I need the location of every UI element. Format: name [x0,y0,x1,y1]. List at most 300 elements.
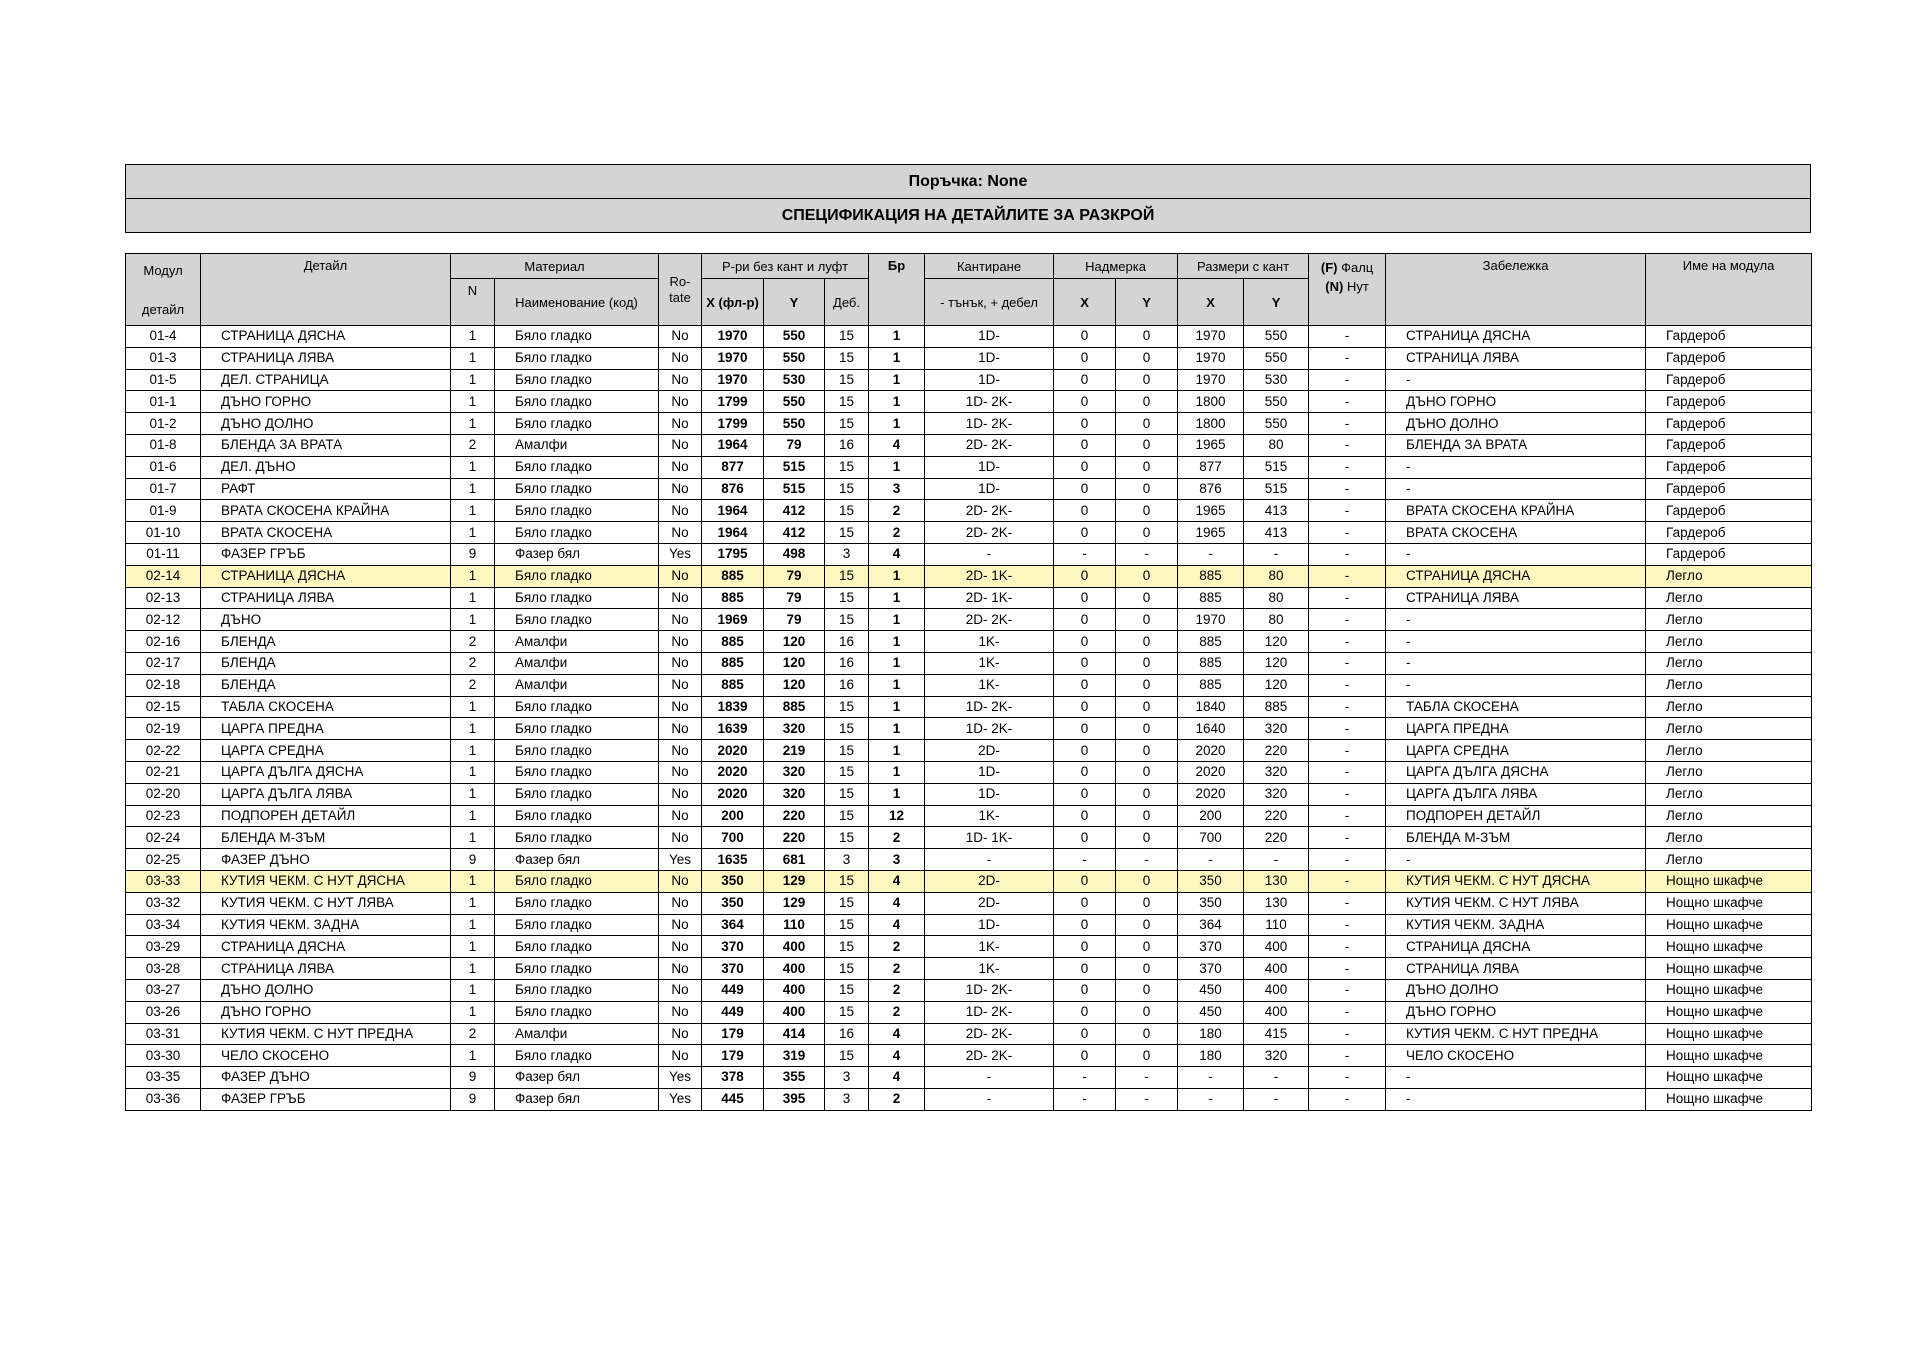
cell-oversize-x: 0 [1054,892,1116,914]
cell-oversize-x: 0 [1054,326,1116,348]
cell-rotate: No [659,434,702,456]
cell-size-y: 320 [764,718,825,740]
cell-material-name: Бяло гладко [495,958,659,980]
cell-detail: КУТИЯ ЧЕКМ. С НУТ ЛЯВА [201,892,451,914]
cell-size-y: 129 [764,870,825,892]
cell-thickness: 15 [825,609,869,631]
cell-detail: СТРАНИЦА ДЯСНА [201,565,451,587]
cell-size-edge-y: 110 [1244,914,1309,936]
cell-module-name: Легло [1646,783,1812,805]
cell-detail: ЧЕЛО СКОСЕНО [201,1045,451,1067]
cell-groove: - [1309,652,1386,674]
cell-material-name: Бяло гладко [495,326,659,348]
cell-material-name: Бяло гладко [495,979,659,1001]
cell-size-y: 320 [764,761,825,783]
cell-size-x: 449 [702,979,764,1001]
cell-groove: - [1309,347,1386,369]
cell-rotate: No [659,391,702,413]
cell-qty: 1 [869,587,925,609]
cell-rotate: No [659,979,702,1001]
table-row [126,914,1812,936]
cell-detail: БЛЕНДА ЗА ВРАТА [201,434,451,456]
cell-size-y: 129 [764,892,825,914]
cell-oversize-x: 0 [1054,1001,1116,1023]
table-row [126,1067,1812,1089]
cell-size-edge-x: 1965 [1178,434,1244,456]
table-row [126,1023,1812,1045]
cell-material-n: 1 [451,391,495,413]
cell-size-x: 877 [702,456,764,478]
cell-edging: 1D- 2K- [925,696,1054,718]
cell-thickness: 15 [825,347,869,369]
cell-size-edge-x: 2020 [1178,783,1244,805]
cell-edging: 2D- 2K- [925,500,1054,522]
cell-detail: СТРАНИЦА ЛЯВА [201,958,451,980]
cell-size-y: 414 [764,1023,825,1045]
cell-detail: СТРАНИЦА ЛЯВА [201,347,451,369]
cell-size-x: 700 [702,827,764,849]
cell-thickness: 15 [825,369,869,391]
cell-oversize-y: 0 [1116,718,1178,740]
cell-size-edge-x: 370 [1178,958,1244,980]
col-oversize-y: Y [1116,279,1178,326]
cell-size-y: 79 [764,587,825,609]
cell-oversize-x: 0 [1054,718,1116,740]
cell-oversize-y: 0 [1116,870,1178,892]
cell-module-name: Нощно шкафче [1646,1045,1812,1067]
cell-module-detail: 01-6 [126,456,201,478]
cell-edging: 1D- [925,369,1054,391]
col-oversize: Надмерка [1054,254,1178,279]
table-row [126,543,1812,565]
document-header [125,164,1811,233]
cell-module-detail: 01-1 [126,391,201,413]
cell-note: - [1386,1067,1646,1089]
cell-module-name: Гардероб [1646,391,1812,413]
cell-size-edge-y: - [1244,1067,1309,1089]
cell-material-name: Бяло гладко [495,391,659,413]
cell-oversize-x: 0 [1054,391,1116,413]
cell-size-edge-y: 320 [1244,718,1309,740]
cell-oversize-y: 0 [1116,478,1178,500]
cell-qty: 1 [869,674,925,696]
col-size-y: Y [764,279,825,326]
cell-edging: 2D- 2K- [925,522,1054,544]
cell-groove: - [1309,740,1386,762]
cell-module-name: Гардероб [1646,326,1812,348]
cell-module-detail: 02-23 [126,805,201,827]
cell-size-edge-x: 1840 [1178,696,1244,718]
cell-size-x: 1799 [702,413,764,435]
cell-module-name: Легло [1646,565,1812,587]
cell-module-name: Гардероб [1646,478,1812,500]
cell-material-n: 1 [451,892,495,914]
cell-material-n: 1 [451,696,495,718]
cell-edging: 1D- [925,761,1054,783]
cell-rotate: No [659,740,702,762]
cell-edging: 1D- [925,783,1054,805]
table-row [126,369,1812,391]
cell-thickness: 16 [825,631,869,653]
cell-material-name: Бяло гладко [495,609,659,631]
cell-size-x: 885 [702,631,764,653]
cell-rotate: Yes [659,543,702,565]
cell-size-x: 445 [702,1088,764,1110]
cell-oversize-x: 0 [1054,434,1116,456]
cell-module-detail: 01-7 [126,478,201,500]
cell-groove: - [1309,892,1386,914]
cell-material-name: Фазер бял [495,849,659,871]
cell-thickness: 15 [825,805,869,827]
cell-qty: 1 [869,369,925,391]
cell-edging: 1D- 1K- [925,827,1054,849]
col-thickness: Деб. [825,279,869,326]
cell-thickness: 15 [825,914,869,936]
cell-rotate: No [659,609,702,631]
cell-qty: 2 [869,958,925,980]
cell-size-edge-y: - [1244,849,1309,871]
cell-groove: - [1309,609,1386,631]
cell-rotate: No [659,652,702,674]
cell-material-name: Бяло гладко [495,718,659,740]
cell-size-edge-y: 80 [1244,434,1309,456]
cell-size-y: 400 [764,936,825,958]
table-row [126,1045,1812,1067]
cell-qty: 1 [869,631,925,653]
table-row [126,478,1812,500]
cell-oversize-y: 0 [1116,805,1178,827]
cell-groove: - [1309,631,1386,653]
cell-detail: ЦАРГА ПРЕДНА [201,718,451,740]
cell-material-n: 1 [451,936,495,958]
cell-size-y: 355 [764,1067,825,1089]
col-module-detail: Модул детайл [126,254,201,326]
cell-size-x: 885 [702,565,764,587]
cell-detail: БЛЕНДА М-ЗЪМ [201,827,451,849]
cell-groove: - [1309,914,1386,936]
cell-edging: 1D- [925,914,1054,936]
cell-rotate: No [659,718,702,740]
cell-groove: - [1309,958,1386,980]
cell-note: ДЪНО ДОЛНО [1386,413,1646,435]
cell-thickness: 15 [825,870,869,892]
cell-oversize-x: 0 [1054,347,1116,369]
table-row [126,347,1812,369]
cell-size-edge-y: 120 [1244,652,1309,674]
cell-size-edge-x: 450 [1178,1001,1244,1023]
cell-module-name: Гардероб [1646,347,1812,369]
cell-size-y: 530 [764,369,825,391]
cell-size-x: 1839 [702,696,764,718]
cell-size-y: 79 [764,609,825,631]
cell-size-edge-y: 130 [1244,870,1309,892]
cell-material-name: Бяло гладко [495,369,659,391]
cell-qty: 1 [869,696,925,718]
cell-size-edge-y: 415 [1244,1023,1309,1045]
cell-oversize-x: 0 [1054,674,1116,696]
cell-oversize-x: 0 [1054,979,1116,1001]
cell-size-y: 220 [764,805,825,827]
col-size-no-edge: Р-ри без кант и луфт [702,254,869,279]
cell-groove: - [1309,413,1386,435]
cell-module-detail: 03-36 [126,1088,201,1110]
cell-material-n: 1 [451,369,495,391]
cell-groove: - [1309,761,1386,783]
cell-groove: - [1309,718,1386,740]
table-row [126,565,1812,587]
cell-oversize-x: 0 [1054,696,1116,718]
table-row [126,958,1812,980]
cell-edging: 1K- [925,805,1054,827]
cell-oversize-y: - [1116,1088,1178,1110]
cell-size-edge-x: 885 [1178,565,1244,587]
cell-size-edge-x: 876 [1178,478,1244,500]
cell-module-detail: 01-10 [126,522,201,544]
cell-size-edge-y: 120 [1244,674,1309,696]
cell-size-y: 550 [764,326,825,348]
cell-groove: - [1309,1045,1386,1067]
cell-edging: 1D- 2K- [925,391,1054,413]
cell-material-n: 2 [451,434,495,456]
cell-module-name: Легло [1646,761,1812,783]
cell-size-y: 395 [764,1088,825,1110]
cell-size-x: 1635 [702,849,764,871]
cell-module-detail: 01-8 [126,434,201,456]
cell-thickness: 15 [825,761,869,783]
cell-oversize-y: 0 [1116,587,1178,609]
cell-module-detail: 03-29 [126,936,201,958]
cell-thickness: 3 [825,1067,869,1089]
cell-oversize-y: 0 [1116,1023,1178,1045]
cell-size-y: 550 [764,347,825,369]
cell-module-name: Нощно шкафче [1646,914,1812,936]
cell-material-n: 1 [451,718,495,740]
cell-oversize-x: 0 [1054,827,1116,849]
cell-detail: БЛЕНДА [201,652,451,674]
col-size-edge-x: X [1178,279,1244,326]
cell-material-n: 1 [451,565,495,587]
cell-material-name: Бяло гладко [495,587,659,609]
cell-module-detail: 02-17 [126,652,201,674]
cell-material-name: Бяло гладко [495,456,659,478]
cell-thickness: 15 [825,979,869,1001]
cell-oversize-x: - [1054,543,1116,565]
cell-edging: 1K- [925,958,1054,980]
cell-size-edge-y: 220 [1244,740,1309,762]
cell-edging: - [925,849,1054,871]
cell-note: - [1386,849,1646,871]
cell-note: БЛЕНДА М-ЗЪМ [1386,827,1646,849]
cell-size-y: 400 [764,1001,825,1023]
cell-size-edge-x: - [1178,543,1244,565]
cell-rotate: Yes [659,849,702,871]
cell-edging: 1D- [925,347,1054,369]
cell-edging: 1D- [925,456,1054,478]
table-row [126,631,1812,653]
cell-thickness: 15 [825,500,869,522]
cell-qty: 1 [869,456,925,478]
cell-oversize-x: 0 [1054,369,1116,391]
cell-detail: ЦАРГА ДЪЛГА ЛЯВА [201,783,451,805]
cell-material-name: Бяло гладко [495,805,659,827]
cell-rotate: No [659,827,702,849]
cell-note: - [1386,674,1646,696]
cell-qty: 2 [869,936,925,958]
cell-size-edge-x: 885 [1178,674,1244,696]
cell-module-name: Гардероб [1646,369,1812,391]
cell-detail: БЛЕНДА [201,674,451,696]
cell-edging: 1D- [925,326,1054,348]
cell-detail: ДЕЛ. ДЪНО [201,456,451,478]
cell-edging: 2D- 2K- [925,1045,1054,1067]
cell-size-x: 885 [702,652,764,674]
cell-size-x: 876 [702,478,764,500]
cell-qty: 2 [869,500,925,522]
cell-note: - [1386,456,1646,478]
cell-size-y: 79 [764,565,825,587]
cell-size-y: 515 [764,456,825,478]
cell-rotate: No [659,413,702,435]
cell-thickness: 15 [825,1001,869,1023]
cell-qty: 2 [869,979,925,1001]
cell-size-x: 885 [702,587,764,609]
cell-size-y: 515 [764,478,825,500]
cell-detail: ФАЗЕР ГРЪБ [201,1088,451,1110]
cell-thickness: 16 [825,652,869,674]
cell-rotate: No [659,674,702,696]
cell-size-edge-y: 80 [1244,587,1309,609]
cell-note: ЦАРГА ДЪЛГА ДЯСНА [1386,761,1646,783]
cell-size-edge-x: 180 [1178,1023,1244,1045]
cell-size-x: 378 [702,1067,764,1089]
cell-oversize-y: 0 [1116,958,1178,980]
cell-edging: 1K- [925,652,1054,674]
cell-size-x: 1799 [702,391,764,413]
cell-groove: - [1309,979,1386,1001]
cell-size-y: 400 [764,979,825,1001]
cell-material-n: 1 [451,958,495,980]
cell-groove: - [1309,849,1386,871]
cell-rotate: No [659,892,702,914]
cell-material-n: 1 [451,478,495,500]
cell-thickness: 16 [825,674,869,696]
cell-qty: 1 [869,391,925,413]
table-row [126,434,1812,456]
cell-groove: - [1309,1067,1386,1089]
cell-oversize-x: 0 [1054,413,1116,435]
cell-qty: 1 [869,565,925,587]
cell-edging: 1D- 2K- [925,718,1054,740]
cell-size-x: 1964 [702,434,764,456]
cell-module-detail: 01-2 [126,413,201,435]
cell-material-name: Бяло гладко [495,500,659,522]
cell-size-y: 885 [764,696,825,718]
cell-rotate: No [659,369,702,391]
cell-size-edge-x: - [1178,1067,1244,1089]
cell-module-detail: 02-24 [126,827,201,849]
cell-note: ТАБЛА СКОСЕНА [1386,696,1646,718]
cell-size-edge-x: 1965 [1178,522,1244,544]
cell-groove: - [1309,434,1386,456]
cell-qty: 1 [869,783,925,805]
cell-material-name: Амалфи [495,434,659,456]
cell-oversize-y: 0 [1116,391,1178,413]
cell-size-edge-x: 885 [1178,587,1244,609]
cell-rotate: Yes [659,1067,702,1089]
cell-qty: 1 [869,413,925,435]
table-row [126,936,1812,958]
cell-detail: ФАЗЕР ГРЪБ [201,543,451,565]
cell-material-n: 1 [451,827,495,849]
cell-module-detail: 03-31 [126,1023,201,1045]
cell-size-y: 400 [764,958,825,980]
cell-material-name: Бяло гладко [495,1001,659,1023]
cell-module-detail: 02-20 [126,783,201,805]
cell-groove: - [1309,783,1386,805]
cell-edging: 1D- 2K- [925,1001,1054,1023]
cell-oversize-y: 0 [1116,674,1178,696]
cell-size-edge-y: 320 [1244,761,1309,783]
cell-oversize-x: 0 [1054,456,1116,478]
cell-thickness: 15 [825,391,869,413]
cell-qty: 2 [869,827,925,849]
cell-note: БЛЕНДА ЗА ВРАТА [1386,434,1646,456]
cell-note: ВРАТА СКОСЕНА КРАЙНА [1386,500,1646,522]
table-row [126,1001,1812,1023]
cell-module-name: Легло [1646,609,1812,631]
cell-material-name: Бяло гладко [495,478,659,500]
cell-material-name: Амалфи [495,674,659,696]
cell-oversize-x: 0 [1054,652,1116,674]
cell-oversize-y: 0 [1116,783,1178,805]
cell-detail: КУТИЯ ЧЕКМ. С НУТ ДЯСНА [201,870,451,892]
cell-material-n: 1 [451,413,495,435]
cell-material-n: 2 [451,1023,495,1045]
cell-module-name: Легло [1646,849,1812,871]
cell-material-n: 9 [451,1067,495,1089]
cell-oversize-y: - [1116,543,1178,565]
cell-size-edge-x: 1970 [1178,326,1244,348]
table-row [126,674,1812,696]
table-row [126,456,1812,478]
cell-qty: 2 [869,1088,925,1110]
cell-note: ЦАРГА ДЪЛГА ЛЯВА [1386,783,1646,805]
cell-size-edge-y: 413 [1244,500,1309,522]
cell-material-name: Бяло гладко [495,827,659,849]
cell-oversize-y: 0 [1116,892,1178,914]
cell-size-edge-x: 364 [1178,914,1244,936]
cell-material-name: Бяло гладко [495,522,659,544]
cell-detail: ДЪНО [201,609,451,631]
cell-note: СТРАНИЦА ДЯСНА [1386,936,1646,958]
cell-rotate: No [659,326,702,348]
cell-thickness: 15 [825,783,869,805]
cell-oversize-y: 0 [1116,652,1178,674]
cell-material-n: 2 [451,674,495,696]
cell-material-n: 1 [451,805,495,827]
cell-groove: - [1309,1088,1386,1110]
cell-size-edge-x: 1970 [1178,609,1244,631]
cell-material-name: Бяло гладко [495,914,659,936]
cell-oversize-x: 0 [1054,740,1116,762]
cell-thickness: 15 [825,958,869,980]
cell-size-x: 1970 [702,326,764,348]
cell-oversize-y: 0 [1116,696,1178,718]
cell-size-edge-x: 877 [1178,456,1244,478]
cell-size-edge-x: 450 [1178,979,1244,1001]
cell-material-name: Амалфи [495,631,659,653]
cell-edging: 1K- [925,674,1054,696]
